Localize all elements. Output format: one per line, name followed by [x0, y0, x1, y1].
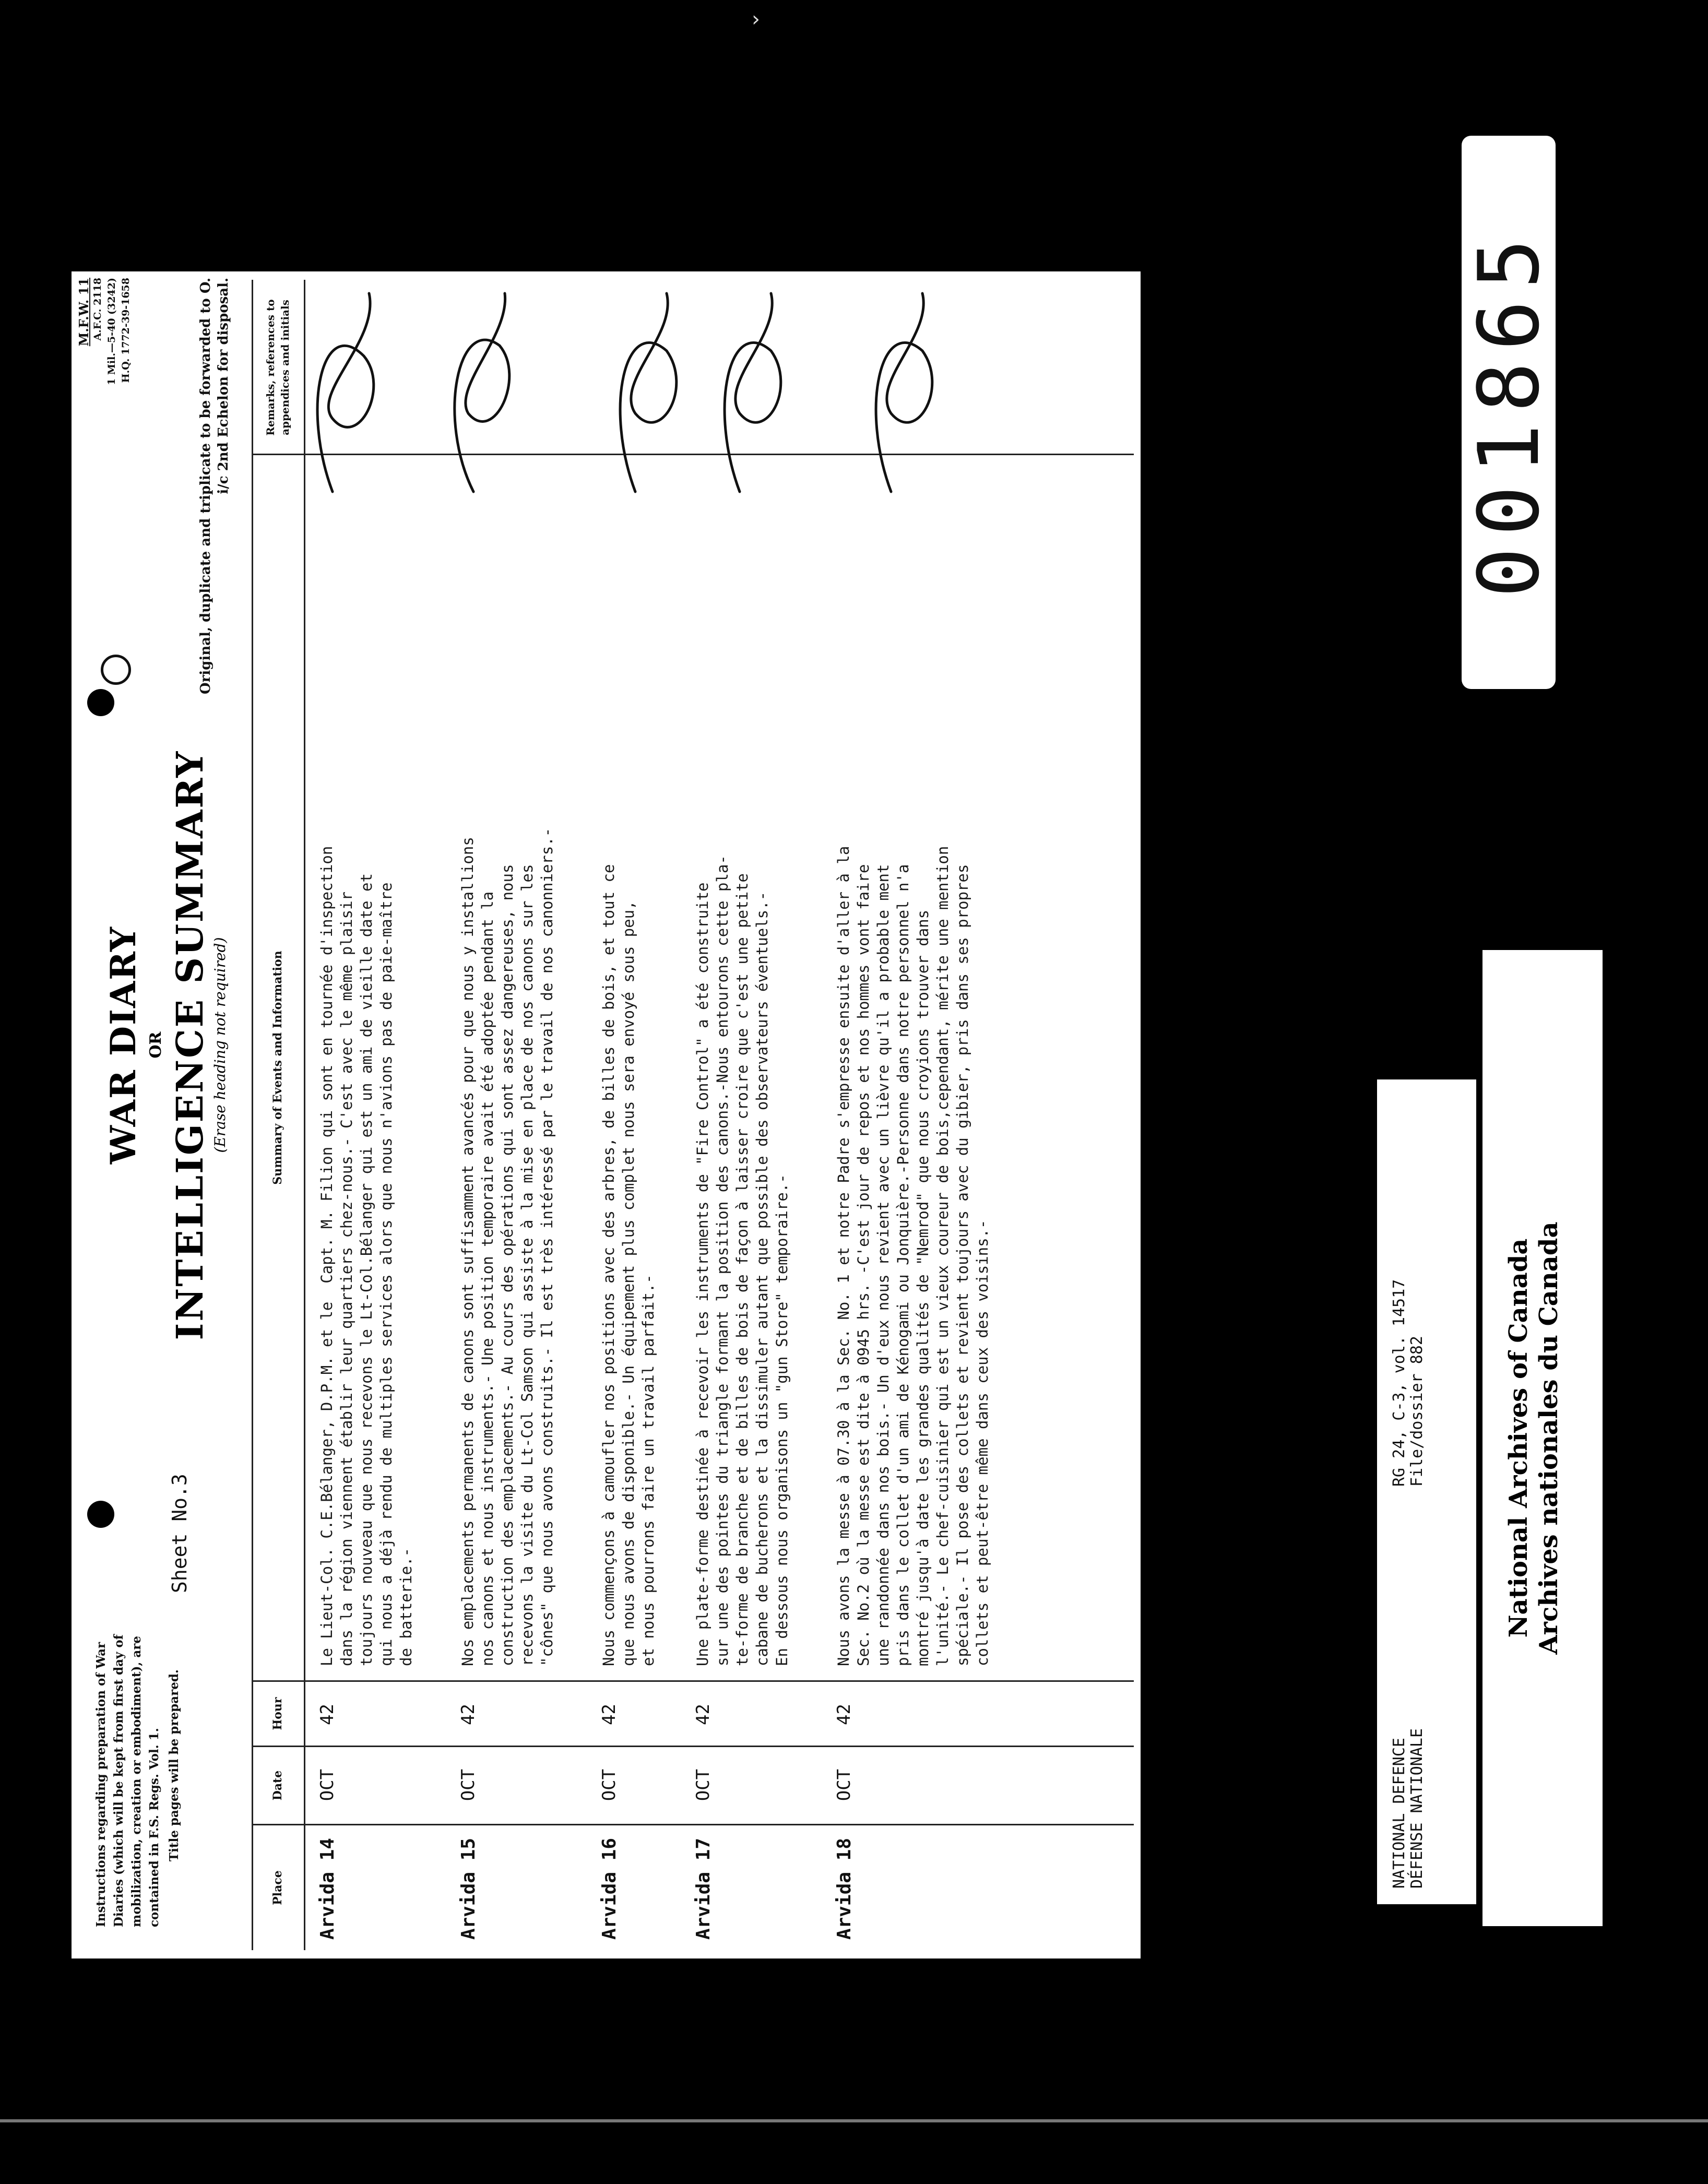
reference-line: DÉFENSE NATIONALE [1408, 1728, 1426, 1889]
reference-line: NATIONAL DEFENCE [1390, 1738, 1408, 1889]
reference-label [1377, 1079, 1476, 1904]
grid-line [252, 1680, 1134, 1682]
column-head-summary: Summary of Events and Information [271, 951, 284, 1185]
form-code: M.F.W. 11 [76, 278, 91, 347]
sheet-number: Sheet No.3 [168, 1474, 191, 1593]
entry-hour: 42 [834, 1704, 855, 1725]
column-head-date: Date [271, 1770, 284, 1801]
entry-date: OCT [693, 1768, 714, 1801]
form-code-block [77, 278, 133, 528]
entry-hour: 42 [599, 1704, 620, 1725]
reference-line: RG 24, C-3, vol. 14517 [1390, 1279, 1408, 1487]
reference-left [1391, 1728, 1426, 1889]
entry-hour: 42 [458, 1704, 479, 1725]
title-erase-note: (Erase heading not required) [211, 937, 229, 1153]
form-line: A.F.C. 2118 [92, 278, 103, 341]
grid-line [252, 280, 253, 1950]
reference-line: File/dossier 882 [1408, 1336, 1426, 1487]
entry-date: OCT [317, 1768, 338, 1801]
grid-line [252, 1824, 1134, 1825]
entry-place: Arvida 17 [693, 1837, 714, 1940]
entry-text: Nous avons la messe à 07.30 à la Sec. No. 1 et notre Padre s'empresse ensuite d'aller à la Sec. No.2 où la messe est dite à 0945 hrs. -C'est jour de repos et nos hommes vont faire une randonnée dans nos bois.- Un d'eux nous revient avec un lièvre qu'il a probable ment pris dans le collet d'un ami de Kénogami ou Jonquière.-Personne dans notre personnel n'a montré jusqu'à date les grandes qualités de "Nemrod" que nous croyions trouver dans l'unité.- Le chef-cuisinier qui est un vieux coureur de bois,cependant, mérite une mention spéciale.- Il pose des collets et revient toujours avec du gibier, pris dans ses propres collets et peut-être même dans ceux des voisins.- [835, 846, 991, 1666]
sheet-paper [72, 271, 1141, 1959]
entry-date: OCT [599, 1768, 620, 1801]
entry-text: Le Lieut-Col. C.E.Bélanger, D.P.M. et le Capt. M. Filion qui sont en tournée d'inspection dans la région viennent établir leur quartiers chez-nous.- C'est avec le même plaisir toujours nouveau que nous recevons le Lt-Col.Bélanger qui est un ami de vieille date et qui nous a déjà rendu de multiples services alors que nous n'avions pas de paie-maître de batterie.- [318, 846, 415, 1666]
entry-text: Nos emplacements permanents de canons sont suffisamment avancés pour que nous y installions nos canons et nous instruments.- Une position temporaire avait été adoptée pendant la construction des emplacements.- Au cours des opérations qui sont assez dangereuses, nous recevons la visite du Lt-Col Samson qui assiste à la mise en place de nos canons sur les "cônes" que nous avons construits.- Il est très intéressé par le travail de nos canonniers.- [459, 827, 556, 1666]
initials-mark [317, 293, 374, 492]
reference-right [1391, 1279, 1426, 1487]
entry-text: Une plate-forme destinée à recevoir les instruments de "Fire Control" a été construite sur une des pointes du triangle formant la position des canons.-Nous entourons cette pla- te-forme de branche et de billes de bois de façon à laisser croire que c'est une petite cabane de bucherons et la dissimuler autant que possible des observateurs éventuels.- En dessous nous organisons un "gun Store" temporaire.- [694, 855, 791, 1666]
forward-note: Original, duplicate and triplicate to be forwarded to O. i/c 2nd Echelon for disposal. [198, 278, 231, 694]
grid-line [304, 280, 305, 1950]
handwritten-initials [301, 283, 1058, 513]
frame-counter [1462, 136, 1556, 689]
war-diary-sheet [72, 271, 1141, 1959]
entry-hour: 42 [317, 1704, 338, 1725]
initials-mark [725, 293, 781, 492]
title-war-diary: WAR DIARY [103, 925, 144, 1165]
archives-line-french: Archives nationales du Canada [1534, 1221, 1563, 1655]
archives-banner [1482, 950, 1603, 1926]
entry-text: Nous commençons à camoufler nos positions avec des arbres, de billes de bois, et tout ce que nous avons de disponible.- Un équipement plus complet nous sera envoyé sous peu, et nous pourrons faire un travail parfait.- [600, 864, 657, 1666]
title-block [103, 654, 229, 1437]
entry-date: OCT [458, 1768, 479, 1801]
form-line: H.Q. 1772-39-1658 [120, 278, 132, 383]
archives-card [1482, 950, 1603, 1926]
instructions-text: Instructions regarding preparation of War Diaries (which will be kept from first day of mobilization, creation or embodiment), are contained in F.S. Regs. Vol. 1. [94, 1634, 161, 1927]
entry-place: Arvida 15 [458, 1837, 479, 1940]
archives-line-english: National Archives of Canada [1504, 1238, 1533, 1638]
title-intelligence-summary: INTELLIGENCE SUMMARY [168, 750, 211, 1340]
column-head-hour: Hour [271, 1697, 284, 1730]
reference-card [1377, 1079, 1476, 1904]
entry-date: OCT [834, 1768, 855, 1801]
initials-mark [876, 293, 932, 492]
instructions-note [92, 1604, 183, 1927]
column-head-place: Place [271, 1870, 284, 1905]
entry-place: Arvida 16 [599, 1837, 620, 1940]
punch-hole-left [87, 1501, 114, 1528]
column-head-remarks: Remarks, references to appendices and initials [264, 299, 291, 436]
initials-mark [455, 293, 509, 492]
form-line: 1 Mil.—5-40 (3242) [106, 278, 117, 385]
entry-place: Arvida 18 [834, 1837, 855, 1940]
initials-mark [620, 293, 677, 492]
entry-place: Arvida 14 [317, 1837, 338, 1940]
archives-text [1503, 950, 1564, 1926]
film-mark: › [752, 7, 760, 31]
title-pages-note: Title pages will be prepared. [167, 1669, 181, 1861]
title-or: OR [147, 1031, 165, 1059]
film-edge-line [0, 2119, 1708, 2122]
entry-hour: 42 [693, 1704, 714, 1725]
frame-counter-digits: 001865 [1462, 136, 1556, 689]
